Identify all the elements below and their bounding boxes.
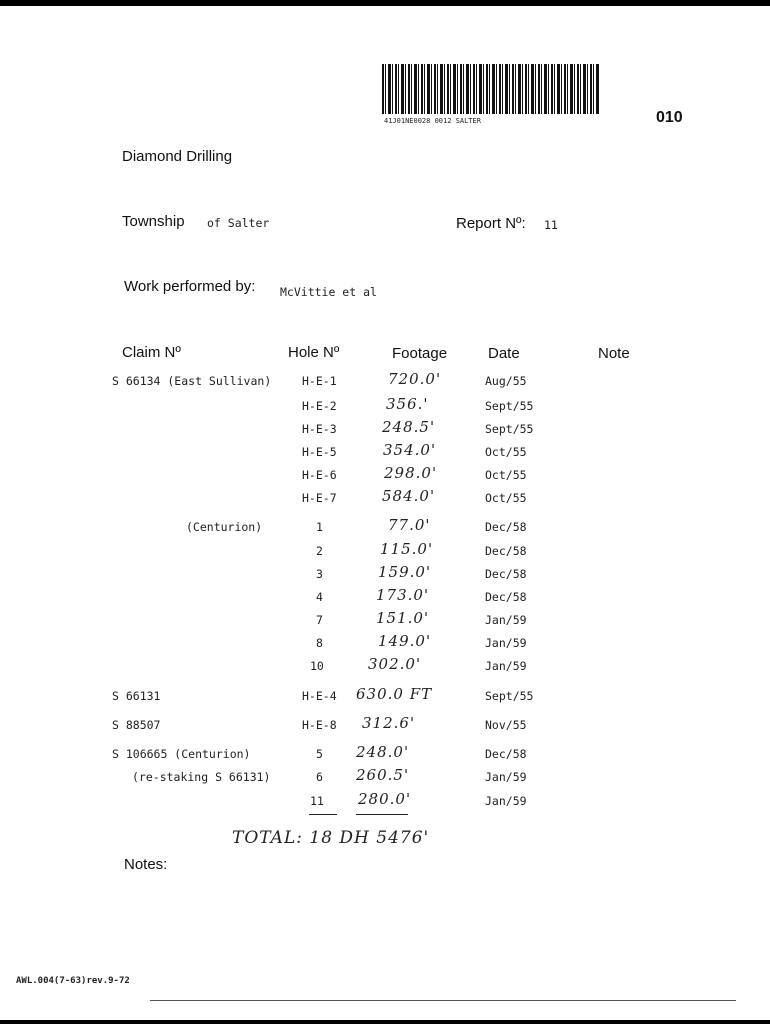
row-hole-cell: 10 [310,659,324,673]
drilling-report-page [0,6,770,1020]
row-hole-cell: H-E-2 [302,399,337,413]
row-hole-cell: H-E-3 [302,422,337,436]
row-date-cell: Dec/58 [485,520,527,534]
row-hole-cell: 7 [316,613,323,627]
row-footage-cell: 584.0' [382,487,436,505]
row-hole-cell: 1 [316,520,323,534]
row-claim-cell: S 66131 [112,689,161,703]
row-hole-cell: 6 [316,770,323,784]
row-date-cell: Jan/59 [485,636,527,650]
row-claim-cell: (re-staking S 66131) [132,770,271,784]
row-date-cell: Dec/58 [485,567,527,581]
footage-column-underline [356,814,408,815]
column-header-footage: Footage [392,345,448,362]
row-hole-cell: H-E-1 [302,374,337,388]
row-claim-cell: S 66134 (East Sullivan) [112,374,272,388]
row-date-cell: Jan/59 [485,794,527,808]
row-footage-cell: 298.0' [384,464,438,482]
row-footage-cell: 720.0' [388,370,442,388]
form-code: AWL.004(7-63)rev.9-72 [16,976,130,986]
row-footage-cell: 280.0' [358,790,412,808]
column-header-hole: Hole Nº [288,344,340,361]
township-label: Township [122,213,185,230]
row-footage-cell: 302.0' [368,655,422,673]
row-hole-cell: 3 [316,567,323,581]
column-header-claim: Claim Nº [122,344,181,361]
work-performed-label: Work performed by: [124,278,256,295]
barcode-text: 41J01NE0028 0012 SALTER [384,117,481,125]
row-date-cell: Dec/58 [485,544,527,558]
row-date-cell: Jan/59 [485,659,527,673]
township-value: of Salter [207,216,270,230]
row-hole-cell: 11 [310,794,324,808]
row-footage-cell: 630.0 FT [356,685,433,703]
notes-label: Notes: [124,856,168,873]
row-footage-cell: 77.0' [388,516,431,534]
row-date-cell: Sept/55 [485,422,534,436]
row-claim-cell: (Centurion) [186,520,263,534]
row-footage-cell: 173.0' [376,586,430,604]
barcode-image [382,64,600,114]
row-hole-cell: H-E-6 [302,468,337,482]
row-hole-cell: 5 [316,747,323,761]
report-number-label: Report Nº: [456,215,526,232]
row-date-cell: Sept/55 [485,399,534,413]
row-hole-cell: 8 [316,636,323,650]
column-header-date: Date [488,345,520,362]
row-footage-cell: 115.0' [380,540,434,558]
row-claim-cell: S 88507 [112,718,161,732]
footage-total: TOTAL: 18 DH 5476' [232,828,430,848]
row-footage-cell: 354.0' [383,441,437,459]
row-footage-cell: 356.' [386,395,429,413]
row-hole-cell: H-E-7 [302,491,337,505]
row-date-cell: Dec/58 [485,747,527,761]
footer-rule [150,1000,736,1001]
row-date-cell: Dec/58 [485,590,527,604]
row-footage-cell: 248.0' [356,743,410,761]
row-footage-cell: 159.0' [378,563,432,581]
row-hole-cell: 2 [316,544,323,558]
form-title: Diamond Drilling [122,148,233,165]
row-footage-cell: 260.5' [356,766,410,784]
row-date-cell: Oct/55 [485,491,527,505]
row-date-cell: Aug/55 [485,374,527,388]
page-code: 010 [656,109,683,126]
row-footage-cell: 151.0' [376,609,430,627]
column-header-note: Note [598,345,630,362]
row-date-cell: Jan/59 [485,770,527,784]
row-footage-cell: 248.5' [382,418,436,436]
hole-column-underline [309,814,337,815]
row-date-cell: Sept/55 [485,689,534,703]
row-claim-cell: S 106665 (Centurion) [112,747,251,761]
row-hole-cell: H-E-5 [302,445,337,459]
row-footage-cell: 312.6' [362,714,416,732]
row-hole-cell: H-E-4 [302,689,337,703]
row-hole-cell: H-E-8 [302,718,337,732]
row-hole-cell: 4 [316,590,323,604]
row-date-cell: Oct/55 [485,445,527,459]
row-footage-cell: 149.0' [378,632,432,650]
row-date-cell: Jan/59 [485,613,527,627]
row-date-cell: Oct/55 [485,468,527,482]
work-performed-value: McVittie et al [280,285,377,299]
row-date-cell: Nov/55 [485,718,527,732]
report-number-value: 11 [544,218,558,232]
